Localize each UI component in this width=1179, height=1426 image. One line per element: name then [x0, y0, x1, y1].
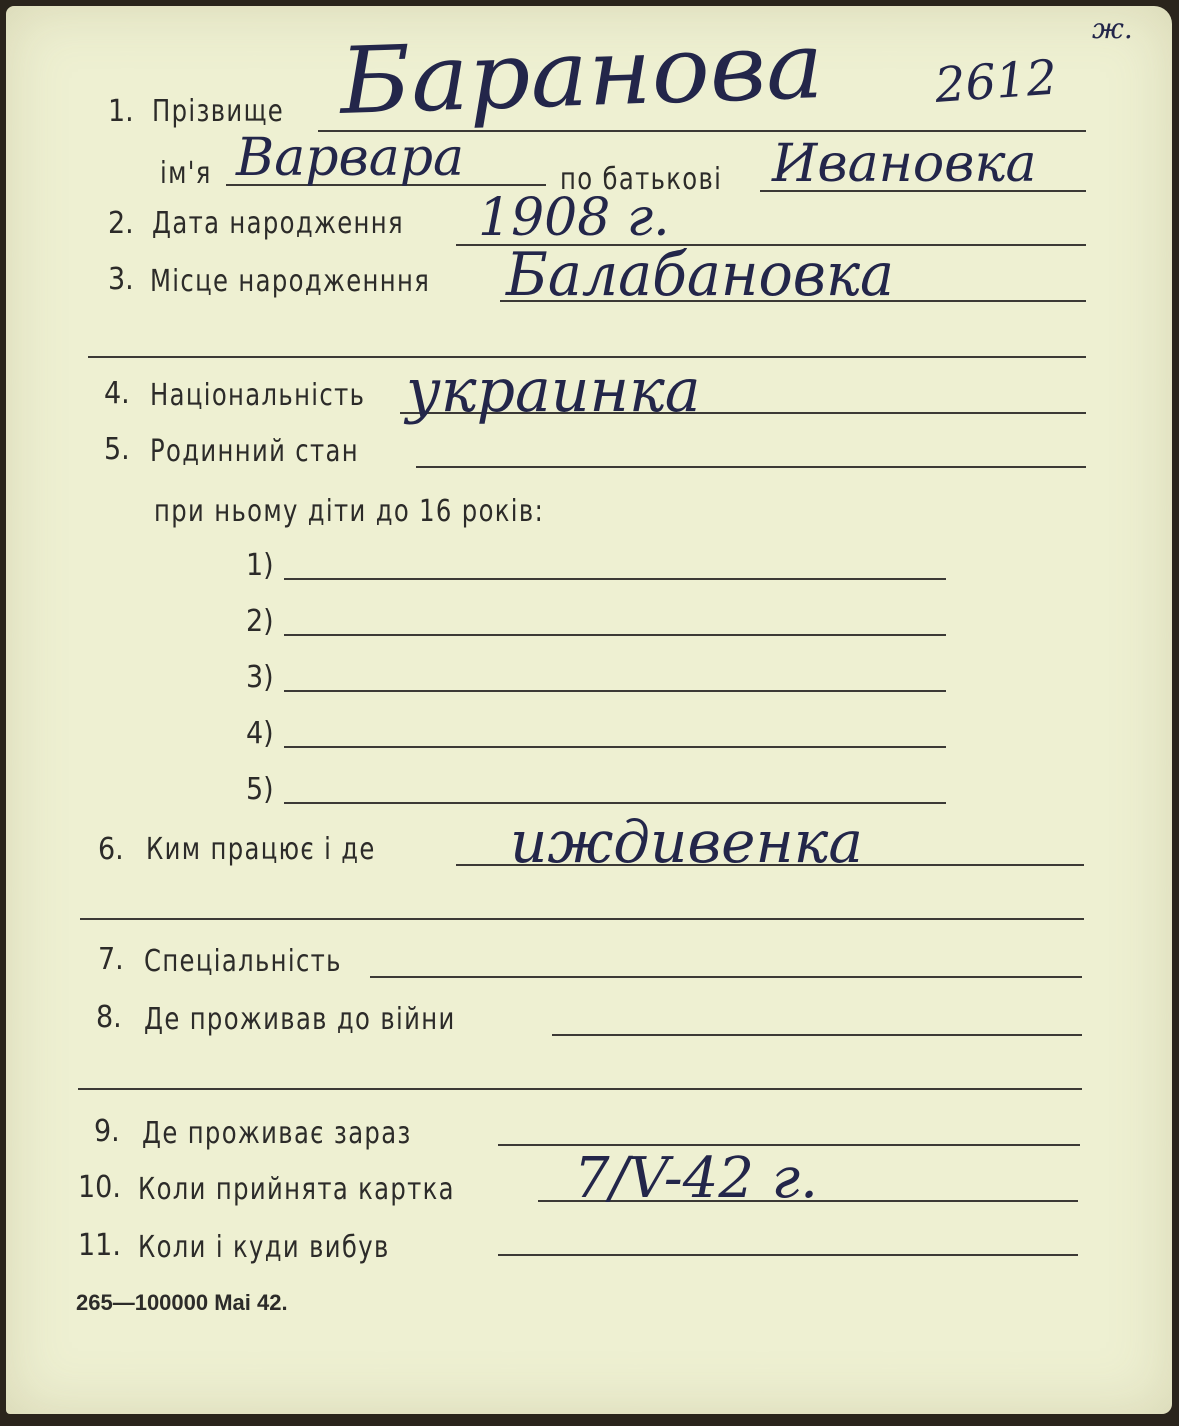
child-row-line [284, 802, 946, 804]
marital-status-line [416, 466, 1086, 468]
patronymic-label: по батькові [560, 162, 723, 197]
departure-line [498, 1254, 1078, 1256]
field-7-number: 7. [98, 942, 124, 977]
child-row-label: 2) [246, 604, 274, 639]
children-label: при ньому діти до 16 років: [154, 494, 545, 529]
field-9-number: 9. [94, 1114, 120, 1149]
surname-label: Прізвище [152, 94, 285, 129]
field-11-number: 11. [78, 1228, 121, 1263]
field-4-number: 4. [104, 376, 130, 411]
first-name-label: ім'я [160, 156, 212, 191]
birth-place-value: Балабановка [506, 240, 894, 310]
child-row-label: 5) [246, 772, 274, 807]
card-accepted-label: Коли прийнята картка [138, 1172, 455, 1207]
birth-place-label: Місце народженння [150, 264, 431, 299]
print-info: 265—100000 Mai 42. [76, 1290, 288, 1315]
field-6-number: 6. [98, 832, 124, 867]
field-2-number: 2. [108, 206, 134, 241]
nationality-label: Національність [150, 378, 366, 413]
child-row-line [284, 746, 946, 748]
specialty-line [370, 976, 1082, 978]
record-number: 2612 [933, 49, 1059, 114]
child-row-line [284, 690, 946, 692]
marital-status-label: Родинний стан [150, 434, 359, 469]
patronymic-value: Ивановка [772, 134, 1037, 194]
field-8-number: 8. [96, 1000, 122, 1035]
corner-mark: ж. [1092, 12, 1133, 45]
field-1-number: 1. [108, 94, 134, 129]
current-residence-label: Де проживає зараз [142, 1116, 412, 1151]
birth-date-label: Дата народження [152, 206, 404, 241]
nationality-value: украинка [406, 356, 701, 426]
child-row-label: 1) [246, 548, 274, 583]
child-row-label: 3) [246, 660, 274, 695]
child-row-line [284, 634, 946, 636]
departure-label: Коли і куди вибув [138, 1230, 390, 1265]
child-row-label: 4) [246, 716, 274, 751]
occupation-label: Ким працює і де [146, 832, 376, 867]
surname-value: Баранова [338, 11, 826, 135]
field-5-number: 5. [104, 432, 130, 467]
child-row-line [284, 578, 946, 580]
birth-date-value: 1908 г. [478, 188, 670, 248]
prewar-residence-line [552, 1034, 1082, 1036]
first-name-value: Варвара [236, 128, 465, 188]
card-accepted-value: 7/V-42 г. [574, 1146, 818, 1211]
prewar-residence-line-2 [78, 1088, 1082, 1090]
field-10-number: 10. [78, 1170, 121, 1205]
prewar-residence-label: Де проживав до війни [144, 1002, 456, 1037]
occupation-line-2 [80, 918, 1084, 920]
field-3-number: 3. [108, 262, 134, 297]
specialty-label: Спеціальність [144, 944, 342, 979]
occupation-value: иждивенка [510, 808, 863, 876]
